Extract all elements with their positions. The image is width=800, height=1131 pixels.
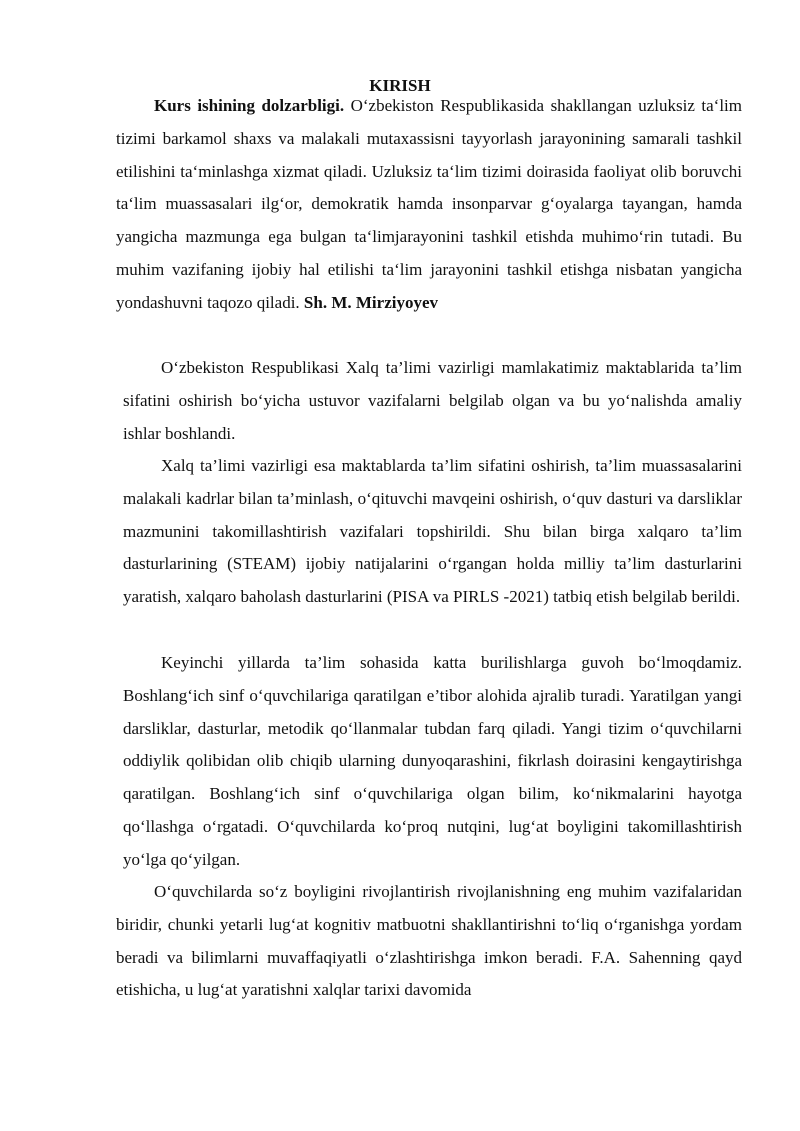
page-title: KIRISH: [369, 76, 431, 95]
paragraph-changes: Keyinchi yillarda ta’lim sohasida katta burilishlarga guvoh bo‘lmoqdamiz. Boshlang‘ich sinf o‘quvchilariga qaratilgan e’tibor alohida ajralib turadi. Yaratilgan yangi darsliklar, dasturlar, metodik qo‘llanmalar tubdan farq qiladi. Yangi tizim o‘quvchilarni oddiylik qolibidan olib chiqib ularning dunyoqarashini, fikrlash doirasini kengaytirishga qaratilgan. Boshlang‘ich sinf o‘quvchilariga olgan bilim, ko‘nikmalarini hayotga qo‘llashga o‘rgatadi. O‘quvchilarda ko‘proq nutqini, lug‘at boyligini takomillashtirish yo‘lga qo‘yilgan.: [123, 653, 742, 869]
author-name: Sh. M. Mirziyoyev: [303, 292, 439, 312]
paragraph-tasks: Xalq ta’limi vazirligi esa maktablarda ta’lim sifatini oshirish, ta’lim muassasalarini malakali kadrlar bilan ta’minlash, o‘qituvchi mavqeini oshirish, o‘quv dasturi va darsliklar mazmunini takomillashtirish vazifalari topshirildi. Shu bilan birga xalqaro ta’lim dasturlarining (STEAM) ijobiy natijalarini o‘rgangan holda milliy ta’lim dasturlarini yaratish, xalqaro baholash dasturlarini (PISA va PIRLS -2021) tatbiq etish belgilab berildi.: [123, 456, 742, 607]
paragraph-relevance: [116, 90, 742, 320]
relevance-text: O‘zbekiston Respublikasida shakllangan uzluksiz ta‘lim tizimi barkamol shaxs va malakali mutaxassisni tayyorlash jarayonining samarali tashkil etilishini ta‘minlashga xizmat qiladi. Uzluksiz ta‘lim tizimi doirasida faoliyat olib boruvchi ta‘lim muassasalari ilg‘or, demokratik hamda insonparvar g‘oyalarga tayangan, hamda yangicha mazmunga ega bulgan ta‘limjarayonini tashkil etishda muhimo‘rin tutadi. Bu muhim vazifaning ijobiy hal etilishi ta‘lim jarayonini tashkil etishga nisbatan yangicha yondashuvni taqozo qiladi.: [116, 96, 742, 312]
paragraph-ministry: O‘zbekiston Respublikasi Xalq ta’limi vazirligi mamlakatimiz maktablarida ta’lim sifatini oshirish bo‘yicha ustuvor vazifalarni belgilab olgan va bu yo‘nalishda amaliy ishlar boshlandi.: [123, 358, 742, 443]
relevance-lead: Kurs ishining dolzarbligi.: [154, 96, 345, 115]
paragraph-vocabulary: O‘quvchilarda so‘z boyligini rivojlantirish rivojlanishning eng muhim vazifalaridan biridir, chunki yetarli lug‘at kognitiv matbuotni shakllantirishni to‘liq o‘rganishga yordam beradi va bilimlarni muvaffaqiyatli o‘zlashtirishga imkon beradi. F.A. Sahenning qayd etishicha, u lug‘at yaratishni xalqlar tarixi davomida: [116, 882, 742, 1000]
